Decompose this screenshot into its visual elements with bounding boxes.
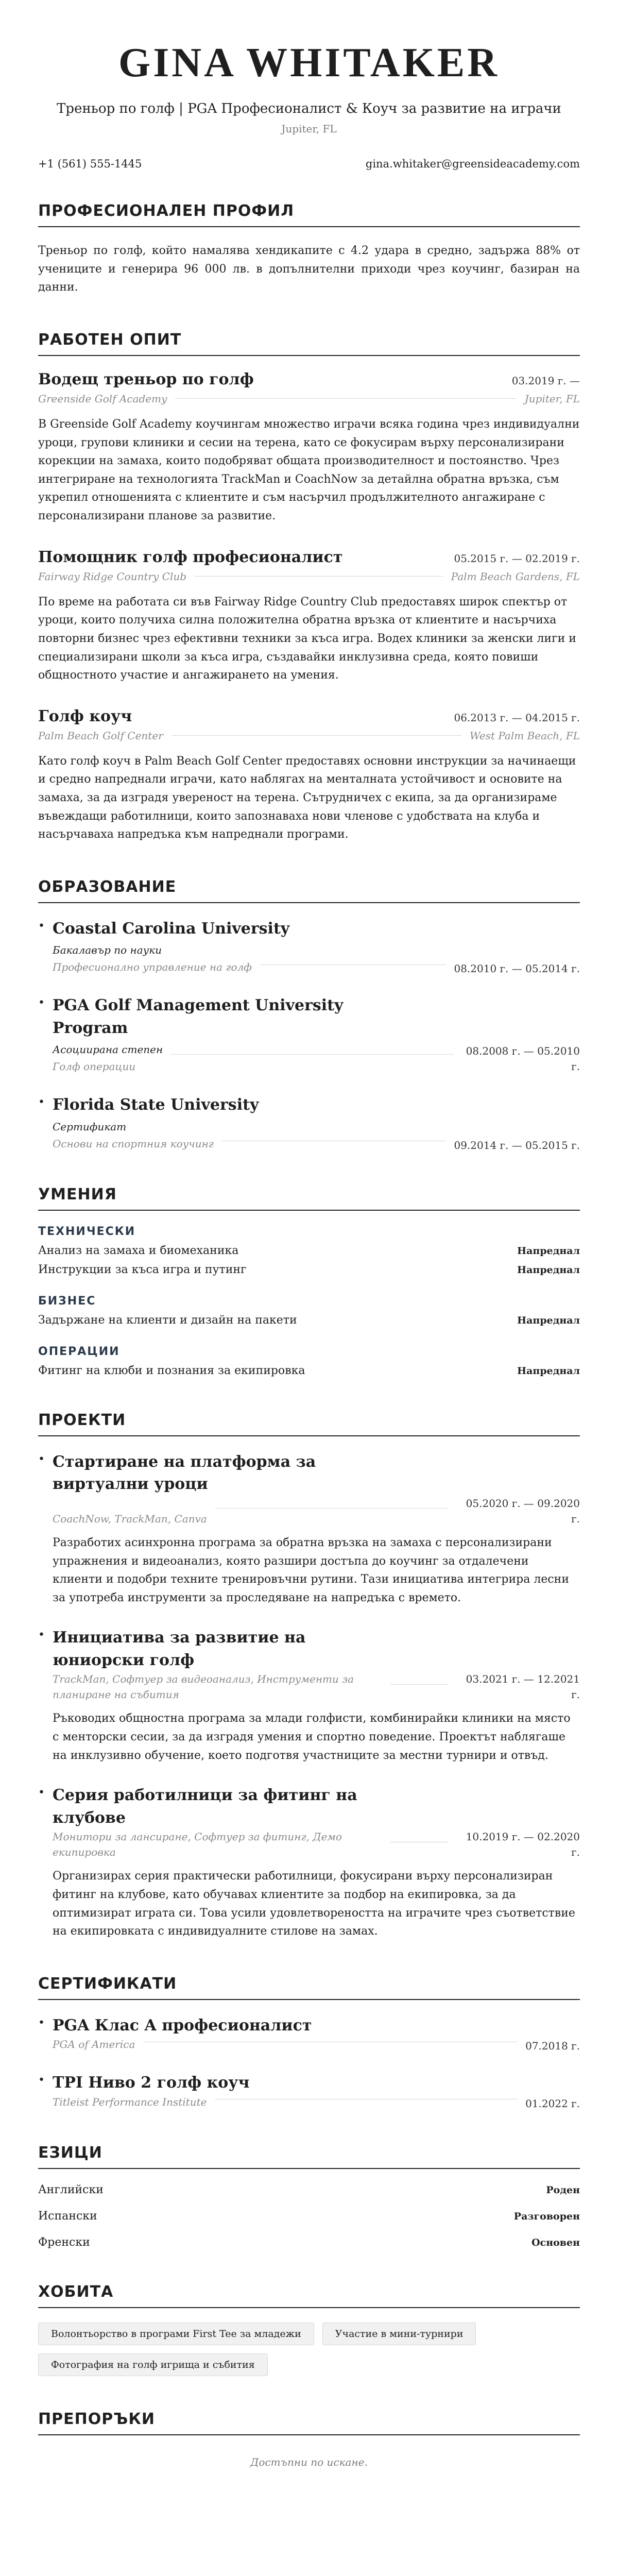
education-entry (38, 1094, 580, 1151)
hobby-tag: Участие в мини-турнири (322, 2323, 476, 2345)
project-dates: 10.2019 г. — 02.2020 г. (466, 1831, 580, 1859)
project-entry (38, 1626, 580, 1765)
section-title-profile: ПРОФЕСИОНАЛЕН ПРОФИЛ (38, 202, 580, 227)
certification-entry (38, 2014, 580, 2053)
job-location: Palm Beach Gardens, FL (451, 570, 580, 583)
skill-name: Фитинг на клюби и познания за екипировка (38, 1364, 305, 1377)
school-name: • PGA Golf Management University Program (53, 996, 344, 1037)
project-tools: CoachNow, TrackMan, Canva (53, 1512, 207, 1525)
skill-name: Анализ на замаха и биомеханика (38, 1244, 239, 1257)
job-organization: Fairway Ridge Country Club (38, 570, 187, 583)
profile-section (38, 202, 580, 297)
leader-line (175, 398, 516, 399)
email-address[interactable]: gina.whitaker@greensideacademy.com (365, 158, 580, 170)
section-title-certifications: СЕРТИФИКАТИ (38, 1975, 580, 2000)
hobby-tag: Волонтьорство в програми First Tee за младежи (38, 2323, 314, 2345)
job-organization: Palm Beach Golf Center (38, 729, 163, 742)
projects-section (38, 1411, 580, 1941)
skill-category: ТЕХНИЧЕСКИ (38, 1225, 136, 1238)
job-entry (38, 548, 580, 685)
skill-category: БИЗНЕС (38, 1294, 96, 1308)
field-of-study: Голф операции (53, 1060, 136, 1073)
certification-date: 01.2022 г. (525, 2097, 580, 2110)
education-dates: 08.2008 г. — 05.2010 г. (466, 1045, 580, 1073)
project-entry (38, 1451, 580, 1607)
certification-date: 07.2018 г. (525, 2040, 580, 2053)
job-dates: 06.2013 г. — 04.2015 г. (454, 711, 580, 724)
profile-summary: Треньор по голф, който намалява хендикапите с 4.2 удара в средно, задържа 88% от учениците и генерира 96 000 лв. в допълнителни приходи чрез коучинг, базиран на данни. (38, 244, 580, 294)
project-dates: 03.2021 г. — 12.2021 г. (466, 1673, 580, 1701)
leader-line (171, 735, 461, 736)
project-description: Разработих асинхронна програма за обратна връзка на замаха с персонализирани упражнения и видеоанализ, която разшири достъпа до коучинг за отдалечени клиенти и подобри техните тренировъчни рутини. Тази инициатива интегрира лесни за употреба инструменти за проследяване на напредъка с времето. (53, 1536, 570, 1604)
job-entry (38, 370, 580, 526)
job-organization: Greenside Golf Academy (38, 392, 167, 405)
contact-row (38, 158, 580, 170)
candidate-location: Jupiter, FL (281, 123, 337, 135)
education-entry (38, 918, 580, 975)
resume-header (38, 40, 580, 170)
skill-row (38, 1244, 580, 1257)
education-section (38, 878, 580, 1151)
language-name: Английски (38, 2183, 104, 2196)
section-title-languages: ЕЗИЦИ (38, 2144, 580, 2169)
project-description: Ръководих общностна програма за млади голфисти, комбинирайки клиники на място с менторски сесии, за да изградя умения и спортно поведение. Проектът наблягаше на инклузивно обучение, което подготвя участниците за местни турнири и отвъд. (53, 1712, 571, 1762)
skill-group (38, 1345, 580, 1377)
skills-section (38, 1185, 580, 1377)
skill-level: Напреднал (517, 1314, 580, 1326)
references-section (38, 2410, 580, 2468)
experience-section (38, 331, 580, 844)
certifications-section (38, 1975, 580, 2110)
skill-row (38, 1364, 580, 1377)
hobbies-section (38, 2283, 580, 2376)
section-title-education: ОБРАЗОВАНИЕ (38, 878, 580, 903)
job-title: Голф коуч (38, 707, 132, 725)
section-title-skills: УМЕНИЯ (38, 1185, 580, 1211)
certification-name: • TPI Ниво 2 голф коуч (53, 2074, 250, 2092)
school-name: • Coastal Carolina University (53, 919, 290, 938)
section-title-projects: ПРОЕКТИ (38, 1411, 580, 1436)
leader-line (171, 1054, 453, 1055)
school-name: • Florida State University (53, 1096, 259, 1114)
language-name: Испански (38, 2209, 97, 2223)
degree-name: Асоциирана степен (53, 1043, 163, 1056)
skill-group (38, 1295, 580, 1327)
field-of-study: Основи на спортния коучинг (53, 1137, 214, 1150)
leader-line (215, 1508, 448, 1509)
certification-name: • PGA Клас A професионалист (53, 2016, 312, 2035)
project-title: • Серия работилници за фитинг на клубове (53, 1786, 357, 1827)
candidate-headline: Треньор по голф | PGA Професионалист & Коуч за развитие на играчи (57, 101, 561, 116)
education-dates: 09.2014 г. — 05.2015 г. (454, 1139, 580, 1151)
section-title-hobbies: ХОБИТА (38, 2283, 580, 2308)
project-description: Организирах серия практически работилници, фокусирани върху персонализиран фитинг на клубове, като обучавах клиентите за подбор на екипировка, за да оптимизират играта си. Това усили удовлетвореността на играчите чрез съответствие на екипировката с индивидуалните стилове на замах. (53, 1870, 575, 1938)
project-tools: Монитори за лансиране, Софтуер за фитинг, Демо екипировка (53, 1831, 342, 1859)
job-description: По време на работата си във Fairway Ridge Country Club предоставях широк спектър от уроци, които получиха силна положителна обратна връзка от клиентите и насърчиха повторни бизнес чрез ефективни техники за къса игра. Водех клиники за женски лиги и специализирани школи за къса игра, създавайки инклузивна среда, която повиши общностното участие и ангажирането на умения. (38, 595, 576, 682)
language-level: Основен (531, 2236, 580, 2248)
candidate-name: GINA WHITAKER (118, 40, 500, 86)
skill-category: ОПЕРАЦИИ (38, 1345, 120, 1358)
language-name: Френски (38, 2235, 90, 2249)
job-dates: 05.2015 г. — 02.2019 г. (454, 552, 580, 565)
languages-section (38, 2144, 580, 2249)
job-title: Водещ треньор по голф (38, 370, 254, 388)
job-description: Като голф коуч в Palm Beach Golf Center предоставях основни инструкции за начинаещи и средно напреднали играчи, като наблягах на менталната устойчивост и основите на замаха, за да изградя увереност на терена. Сътрудничех с екипа, за да организираме въвеждащи работилници, които запознаваха нови членове с удобствата на клуба и насърчаваха напредъка към напреднали програми. (38, 754, 576, 841)
job-location: West Palm Beach, FL (469, 729, 580, 742)
leader-line (260, 964, 446, 965)
skill-group (38, 1225, 580, 1276)
phone-number[interactable]: +1 (561) 555-1445 (38, 158, 142, 170)
job-description: В Greenside Golf Academy коучингам множество играчи всяка година чрез индивидуални уроци, групови клиники и сесии на терена, като се фокусирам върху персонализирани корекции на замаха, които подобряват общата производителност и постоянство. Чрез интегриране на технологията TrackMan и CoachNow за детайлна обратна връзка, съм укрепил отношенията с клиентите и съм насърчил продължителното ангажиране с персонализирани планове за развитие. (38, 417, 580, 522)
hobby-tag: Фотография на голф игрища и събития (38, 2353, 268, 2376)
skill-row (38, 1263, 580, 1276)
certification-issuer: Titleist Performance Institute (53, 2095, 207, 2108)
education-dates: 08.2010 г. — 05.2014 г. (454, 962, 580, 975)
language-row (38, 2236, 580, 2249)
project-tools: TrackMan, Софтуер за видеоанализ, Инструменти за планиране на събития (53, 1673, 354, 1701)
language-row (38, 2183, 580, 2196)
project-entry (38, 1784, 580, 1941)
section-title-references: ПРЕПОРЪКИ (38, 2410, 580, 2435)
skill-row (38, 1314, 580, 1327)
job-entry (38, 707, 580, 844)
leader-line (390, 1684, 448, 1685)
project-title: • Стартиране на платформа за виртуални уроци (53, 1452, 316, 1494)
skill-name: Инструкции за къса игра и путинг (38, 1263, 247, 1276)
degree-name: Сертификат (53, 1120, 127, 1133)
project-dates: 05.2020 г. — 09.2020 г. (466, 1497, 580, 1525)
education-entry (38, 994, 580, 1074)
skill-level: Напреднал (517, 1264, 580, 1276)
job-dates: 03.2019 г. — (511, 374, 580, 387)
language-level: Разговорен (513, 2210, 580, 2222)
project-title: • Инициатива за развитие на юниорски голф (53, 1629, 306, 1669)
section-title-experience: РАБОТЕН ОПИТ (38, 331, 580, 356)
degree-name: Бакалавър по науки (53, 944, 162, 957)
skill-name: Задържане на клиенти и дизайн на пакети (38, 1313, 297, 1327)
hobby-tags (38, 2323, 580, 2376)
references-text: Достъпни по искане. (250, 2455, 368, 2468)
job-title: Помощник голф професионалист (38, 548, 343, 566)
skill-level: Напреднал (517, 1365, 580, 1377)
certification-issuer: PGA of America (53, 2038, 135, 2051)
certification-entry (38, 2072, 580, 2110)
leader-line (195, 576, 443, 577)
skill-level: Напреднал (517, 1245, 580, 1257)
job-location: Jupiter, FL (524, 392, 580, 405)
language-row (38, 2210, 580, 2223)
field-of-study: Професионално управление на голф (53, 961, 252, 974)
language-level: Роден (546, 2184, 580, 2196)
